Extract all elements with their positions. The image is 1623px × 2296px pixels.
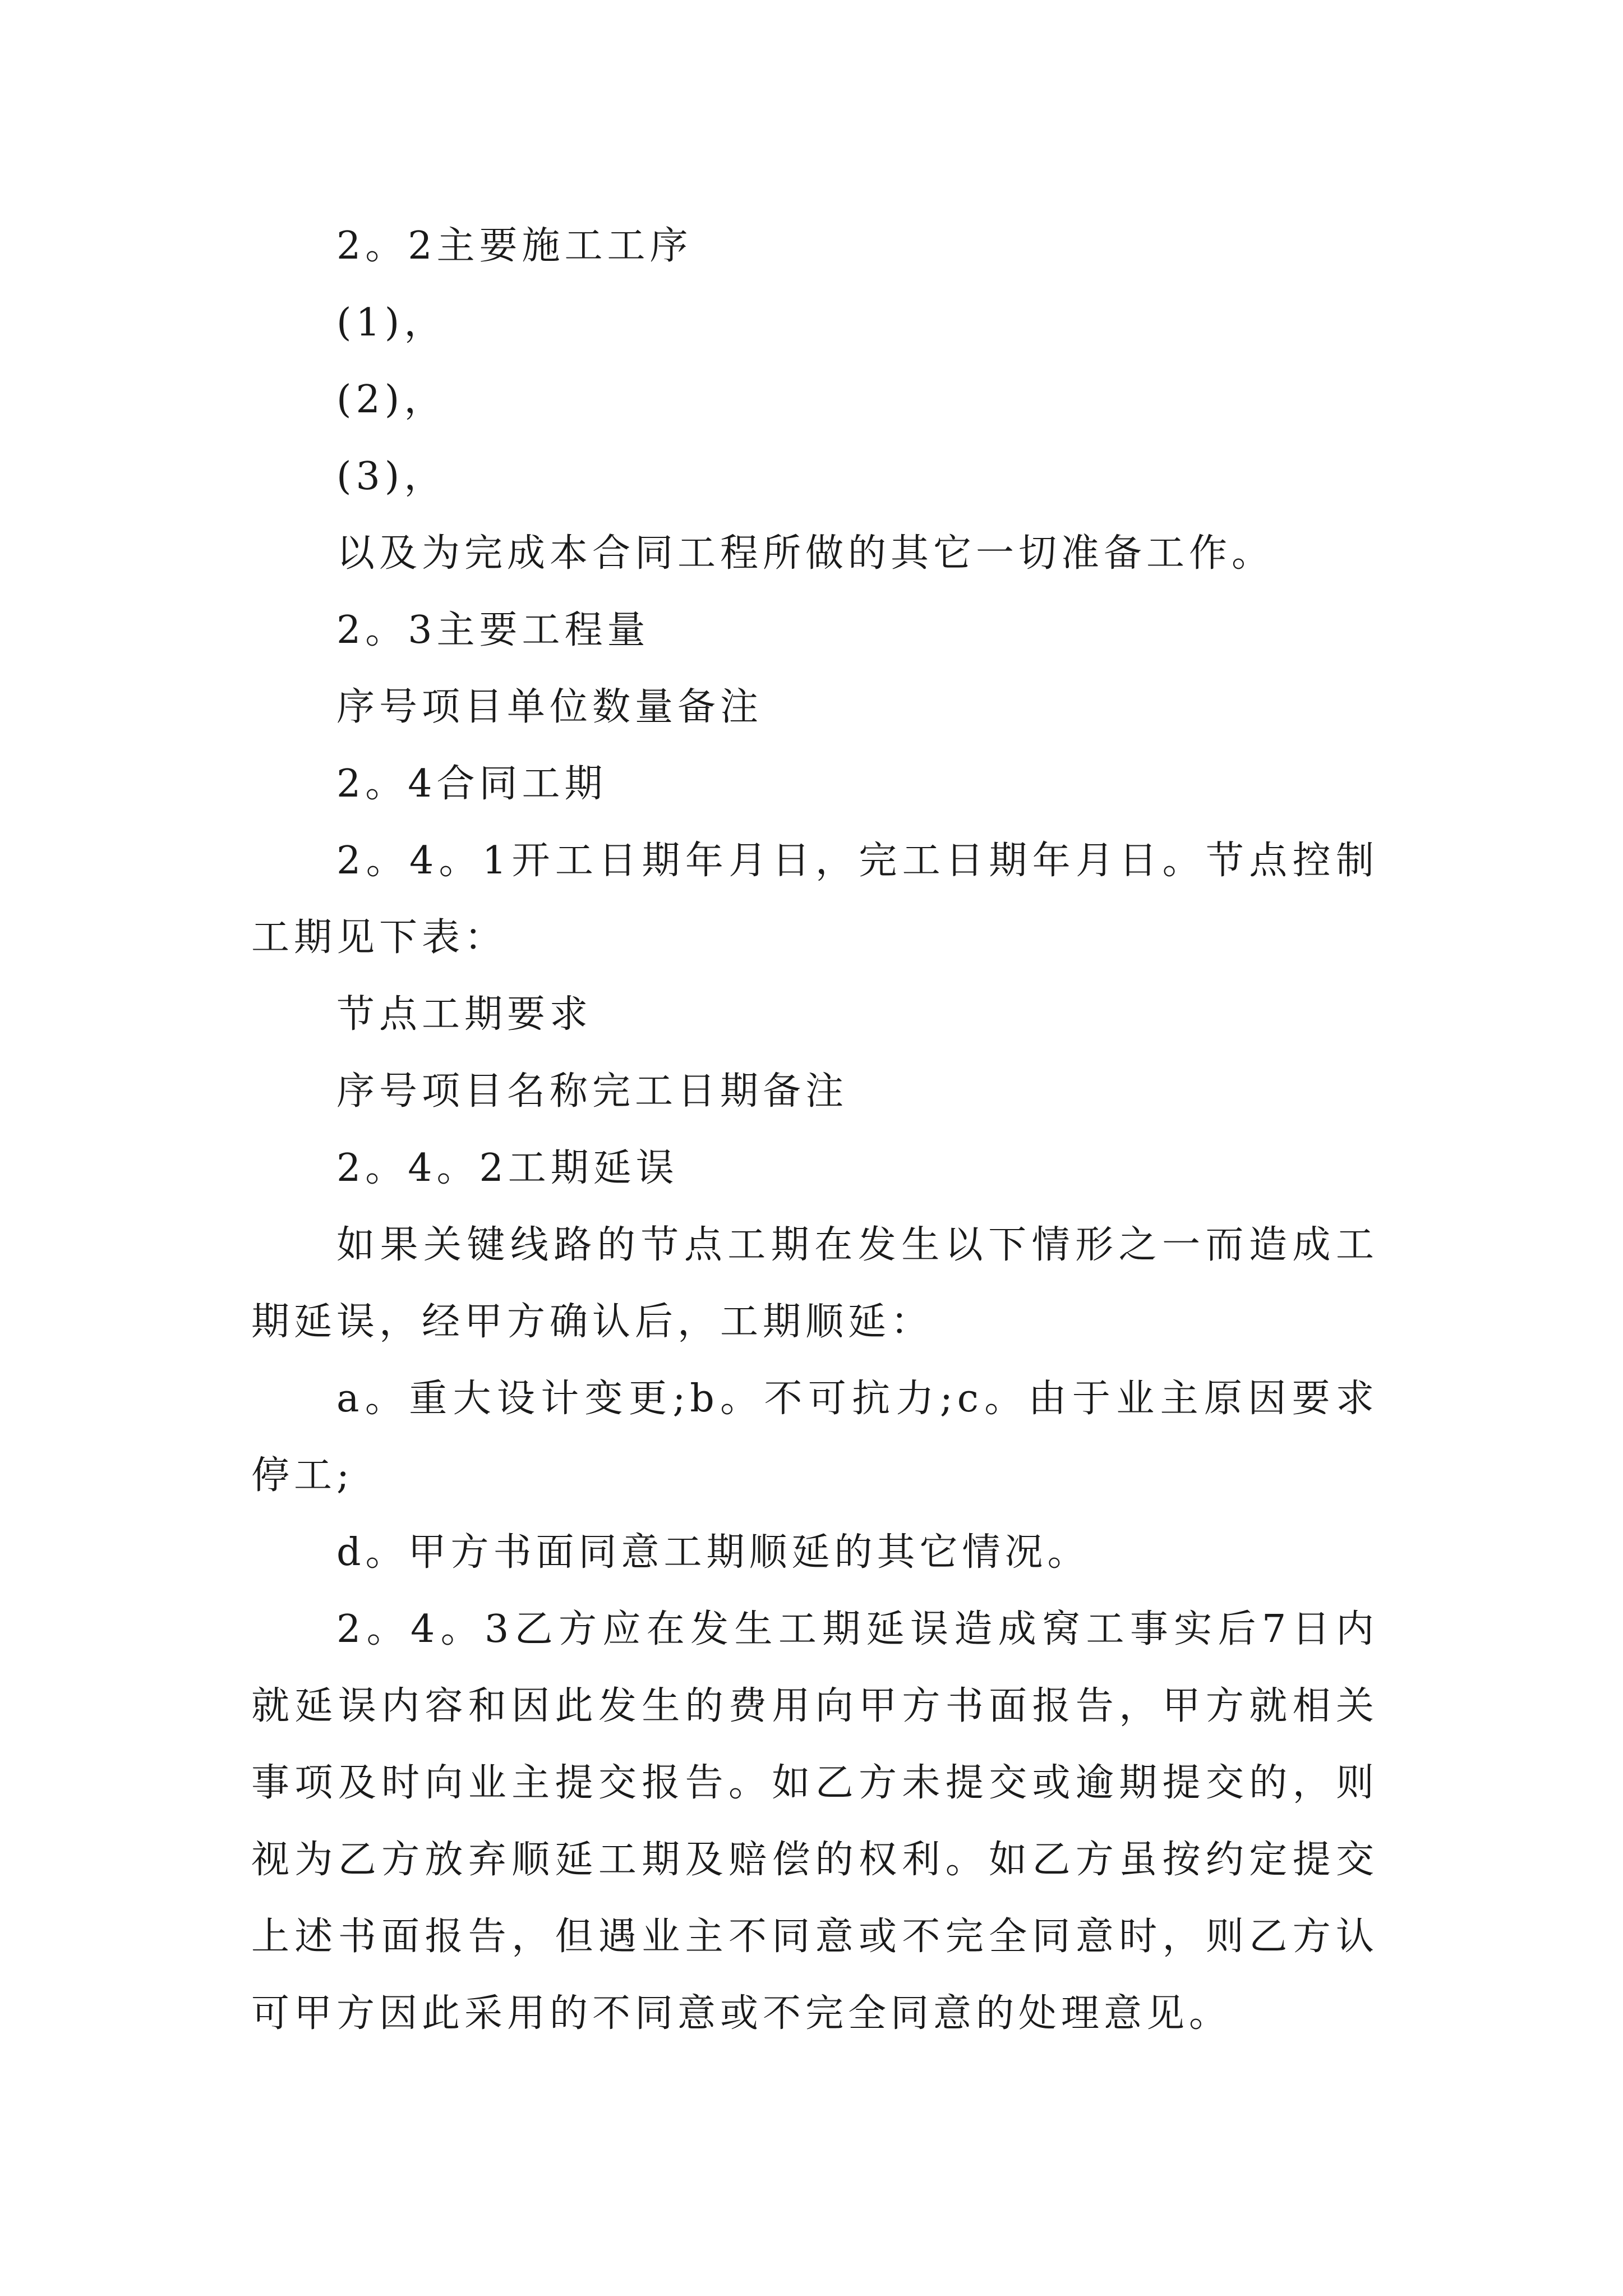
table-header-quantities: 序号项目单位数量备注: [336, 685, 763, 729]
document-body: [251, 208, 1378, 2052]
paragraph-delay-case-d: d。甲方书面同意工期顺延的其它情况。: [336, 1530, 1090, 1575]
paragraph-delay-conditions: 如果关键线路的节点工期在发生以下情形之一而造成工期延误，经甲方确认后，工期顺延：: [251, 1223, 1378, 1344]
paragraph-2-4-1: 2。4。1开工日期年月日，完工日期年月日。节点控制工期见下表：: [251, 839, 1378, 960]
list-item-2: (2)，: [336, 378, 447, 422]
section-heading-2-3: 2。3主要工程量: [336, 608, 650, 652]
section-heading-2-2: 2。2主要施工工序: [336, 224, 693, 268]
table-header-node-schedule: 序号项目名称完工日期备注: [336, 1069, 849, 1114]
paragraph-2-4-3: 2。4。3乙方应在发生工期延误造成窝工事实后7日内就延误内容和因此发生的费用向甲方书面报告，甲方就相关事项及时向业主提交报告。如乙方未提交或逾期提交的，则视为乙方放弃顺延工期及赔偿的权利。如乙方虽按约定提交上述书面报告，但遇业主不同意或不完全同意时，则乙方认可甲方因此采用的不同意或不完全同意的处理意见。: [251, 1607, 1378, 2036]
paragraph-preparation: 以及为完成本合同工程所做的其它一切准备工作。: [336, 531, 1275, 576]
paragraph-delay-cases-abc: a。重大设计变更;b。不可抗力;c。由于业主原因要求停工;: [251, 1377, 1378, 1498]
section-heading-2-4: 2。4合同工期: [336, 762, 607, 806]
list-item-1: (1)，: [336, 301, 447, 345]
list-item-3: (3)，: [336, 454, 447, 499]
subheading-node-schedule: 节点工期要求: [336, 992, 593, 1037]
section-heading-2-4-2: 2。4。2工期延误: [336, 1146, 679, 1190]
